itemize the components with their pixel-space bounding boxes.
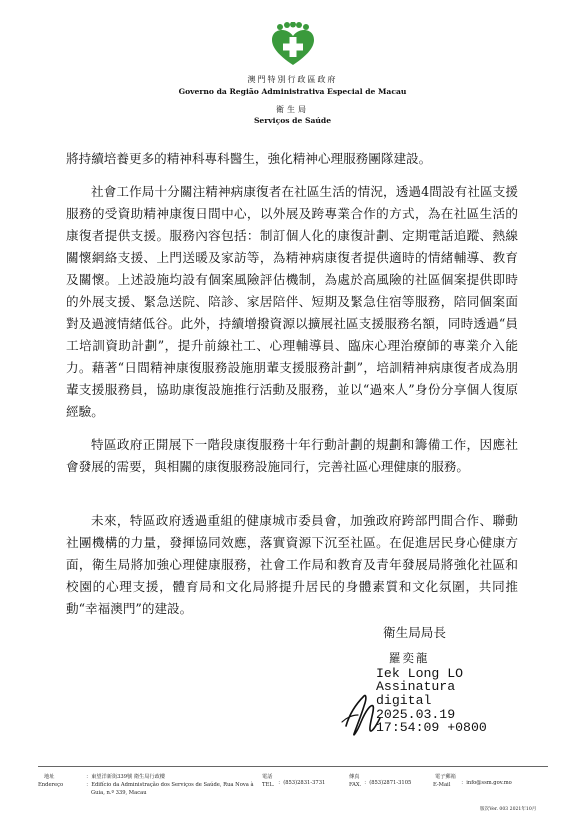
signatory-title: 衛生局局長: [383, 625, 446, 640]
footer-email-label-pt: E-Mail: [433, 782, 451, 788]
body-paragraph: 將持續培養更多的精神科專科醫生，強化精神心理服務團隊建設。: [66, 151, 432, 166]
digital-signature-line: Iek Long LO: [376, 666, 464, 681]
body-paragraph: 未來，特區政府透過重組的健康城市委員會，加強政府跨部門間合作、聯動社團機構的力量，發揮協同效應，落實資源下沉至社區。在促進居民身心健康方面，衛生局將加強心理健康服務，社會工作局和教育及青年發展局將強化社區和校園的心理支援，體育局和文化局將提升居民的身體素質和文化氛圍，共同推動“幸福澳門”的建設。: [66, 513, 518, 616]
cross-heart-emblem-icon: [270, 22, 316, 66]
digital-signature-time: 17:54:09 +0800: [376, 720, 487, 735]
footer-fax-label-zh: 傳真: [349, 774, 360, 780]
footer-address-label-pt: Endereço: [38, 782, 64, 788]
footer-address-pt-cont: Guia, n.º 339, Macau: [91, 790, 147, 796]
footer-address-pt: ：Edifício da Administração dos Serviços de Saúde, Rua Nova à: [86, 782, 254, 788]
digital-signature-date: 2025.03.19: [376, 707, 456, 722]
form-version-code: 版次Ver. 003 2021年10月: [480, 807, 537, 812]
footer-fax-value: ：(853)2871-3105: [364, 780, 412, 786]
government-name-pt: Governo da Região Administrativa Especial de Macau: [178, 87, 407, 96]
footer-fax-label-pt: FAX.: [349, 782, 362, 788]
footer-tel-value: ：(853)2831-3731: [278, 780, 326, 786]
digital-signature-line: Assinatura: [376, 679, 456, 694]
footer-email-value: ：info@ssm.gov.mo: [461, 780, 512, 786]
footer-email-label-zh: 電子郵箱: [435, 774, 456, 780]
body-paragraph: 特區政府正開展下一階段康復服務十年行動計劃的規劃和籌備工作，因應社會發展的需要，與相關的康復服務設施同行，完善社區心理健康的服務。: [66, 437, 518, 474]
department-name-zh: 衛生局: [276, 105, 309, 114]
footer-address-label-zh: 地址: [44, 774, 55, 780]
signatory-name: 羅奕龍: [389, 651, 430, 665]
footer-address-zh: ：東望洋新街339號 衛生局行政樓: [86, 774, 165, 780]
digital-signature-line: digital: [376, 693, 432, 708]
footer-tel-label-zh: 電話: [262, 774, 273, 780]
government-name-zh: 澳門特別行政區政府: [247, 75, 338, 84]
department-name-pt: Serviços de Saúde: [253, 116, 332, 125]
footer-tel-label-pt: TEL.: [262, 782, 275, 788]
body-paragraph: 社會工作局十分關注精神病康復者在社區生活的情況，透過4間設有社區支援服務的受資助精神康復日間中心，以外展及跨專業合作的方式，為在社區生活的康復者提供支援。服務內容包括：制訂個人化的康復計劃、定期電話追蹤、熱線關懷網絡支援、上門送暖及家訪等，為精神病康復者提供適時的情緒輔導、教育及關懷。上述設施均設有個案風險評估機制，為處於高風險的社區個案提供即時的外展支援、緊急送院、陪診、家居陪伴、短期及緊急住宿等服務，陪同個案面對及過渡情緒低谷。此外，持續增撥資源以擴展社區支援服務名額，同時透過“員工培訓資助計劃”，提升前線社工、心理輔導員、臨床心理治療師的專業介入能力。藉著“日間精神康復服務設施朋輩支援服務計劃”，培訓精神病康復者成為朋輩支援服務員，協助康復設施推行活動及服務，並以“過來人”身份分享個人復原經驗。: [66, 184, 518, 419]
footer-divider: [38, 766, 548, 767]
